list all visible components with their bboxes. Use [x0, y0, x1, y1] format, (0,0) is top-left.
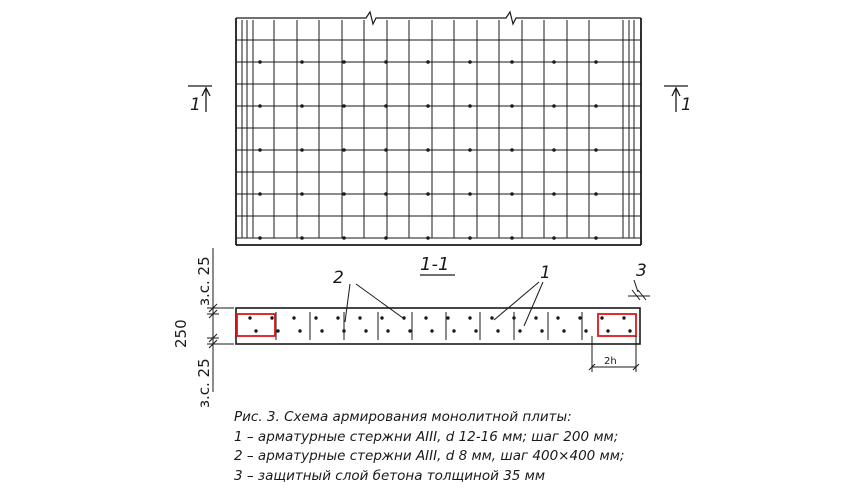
section-mark-right-label: 1: [681, 95, 692, 115]
plan-rebar-dot: [384, 192, 388, 196]
plan-rebar-dot: [258, 148, 262, 152]
plan-rebar-dot: [258, 104, 262, 108]
plan-rebar-dot: [552, 148, 556, 152]
plan-rebar-dot: [510, 104, 514, 108]
section-rebar-dot-top: [424, 316, 427, 319]
section-rebar-dot-bottom: [364, 329, 367, 332]
plan-rebar-dot: [342, 60, 346, 64]
section-rebar-dot-bottom: [430, 329, 433, 332]
plan-rebar-dot: [258, 192, 262, 196]
leader-line-3: [628, 280, 650, 300]
plan-rebar-dot: [426, 60, 430, 64]
section-rebar-dot-bottom: [254, 329, 257, 332]
dimension-cover-top: з.с. 25: [195, 256, 213, 306]
callout-1: 1: [540, 263, 551, 283]
plan-rebar-dot: [384, 236, 388, 240]
leader-lines-2: [345, 284, 403, 322]
section-rebar-dot-bottom: [606, 329, 609, 332]
section-rebar-dot-bottom: [562, 329, 565, 332]
slab-cross-section: [236, 308, 640, 344]
plan-rebar-dot: [510, 60, 514, 64]
section-rebar-dot-bottom: [320, 329, 323, 332]
section-label: 1-1: [420, 254, 450, 275]
plan-rebar-dot: [300, 104, 304, 108]
plan-rebar-dot: [510, 192, 514, 196]
plan-rebar-dot: [468, 236, 472, 240]
cross-section-rebars: [248, 312, 631, 340]
section-rebar-dot-top: [314, 316, 317, 319]
callout-2: 2: [333, 268, 344, 288]
section-rebar-dot-bottom: [474, 329, 477, 332]
plan-rebar-dot: [342, 104, 346, 108]
plan-rebar-dot: [468, 192, 472, 196]
section-rebar-dot-top: [358, 316, 361, 319]
highlight-box-right: [598, 314, 636, 336]
section-rebar-dot-bottom: [540, 329, 543, 332]
plan-rebar-grid: [236, 20, 641, 240]
dimension-2h: 2h: [604, 356, 617, 367]
caption-item-2: 2 – арматурные стержни AIII, d 8 мм, шаг 400×400 мм;: [234, 448, 625, 464]
plan-rebar-dot: [384, 148, 388, 152]
plan-rebar-dot: [300, 60, 304, 64]
plan-rebar-dot: [342, 192, 346, 196]
callout-3: 3: [636, 261, 647, 281]
section-rebar-dot-bottom: [298, 329, 301, 332]
section-rebar-dot-bottom: [518, 329, 521, 332]
section-rebar-dot-top: [490, 316, 493, 319]
section-rebar-dot-top: [270, 316, 273, 319]
plan-rebar-dot: [468, 104, 472, 108]
section-mark-left-label: 1: [190, 95, 201, 115]
plan-rebar-dot: [594, 148, 598, 152]
plan-rebar-dot: [594, 192, 598, 196]
section-rebar-dot-top: [600, 316, 603, 319]
section-rebar-dot-bottom: [342, 329, 345, 332]
plan-rebar-dot: [384, 104, 388, 108]
plan-rebar-dot: [300, 148, 304, 152]
plan-rebar-dot: [552, 192, 556, 196]
plan-rebar-dot: [426, 192, 430, 196]
section-rebar-dot-top: [556, 316, 559, 319]
section-rebar-dot-top: [578, 316, 581, 319]
plan-rebar-dot: [300, 192, 304, 196]
plan-rebar-dot: [426, 236, 430, 240]
section-rebar-dot-top: [248, 316, 251, 319]
plan-rebar-dot: [552, 60, 556, 64]
plan-rebar-dot: [510, 148, 514, 152]
section-rebar-dot-bottom: [408, 329, 411, 332]
caption-title: Рис. 3. Схема армирования монолитной плиты:: [234, 409, 572, 425]
plan-rebar-dot: [594, 236, 598, 240]
plan-rebar-dot: [510, 236, 514, 240]
section-rebar-dot-bottom: [584, 329, 587, 332]
section-rebar-dot-top: [380, 316, 383, 319]
dimension-cover-bottom: з.с. 25: [195, 358, 213, 408]
dimension-thickness: 250: [172, 319, 190, 348]
section-rebar-dot-top: [292, 316, 295, 319]
plan-rebar-dot: [552, 104, 556, 108]
section-rebar-dot-bottom: [276, 329, 279, 332]
section-rebar-dot-bottom: [496, 329, 499, 332]
section-rebar-dot-bottom: [452, 329, 455, 332]
section-rebar-dot-bottom: [386, 329, 389, 332]
section-rebar-dot-bottom: [628, 329, 631, 332]
plan-rebar-dot: [258, 236, 262, 240]
plan-rebar-dot: [468, 148, 472, 152]
plan-rebar-dot: [594, 104, 598, 108]
caption-item-3: 3 – защитный слой бетона толщиной 35 мм: [234, 467, 546, 484]
plan-rebar-dot: [258, 60, 262, 64]
plan-rebar-dot: [594, 60, 598, 64]
highlight-box-left: [237, 314, 275, 336]
plan-rebar-dot: [300, 236, 304, 240]
section-rebar-dot-top: [534, 316, 537, 319]
plan-rebar-dot: [342, 236, 346, 240]
plan-rebar-dot: [342, 148, 346, 152]
section-rebar-dot-top: [622, 316, 625, 319]
caption-item-1: 1 – арматурные стержни AIII, d 12-16 мм; шаг 200 мм;: [234, 428, 619, 445]
figure-caption: [234, 408, 834, 486]
plan-rebar-dot: [552, 236, 556, 240]
section-rebar-dot-top: [336, 316, 339, 319]
plan-rebar-dot: [426, 104, 430, 108]
section-rebar-dot-top: [468, 316, 471, 319]
plan-rebar-dot: [426, 148, 430, 152]
section-rebar-dot-top: [446, 316, 449, 319]
plan-rebar-dot: [468, 60, 472, 64]
section-rebar-dot-top: [512, 316, 515, 319]
plan-rebar-dot: [384, 60, 388, 64]
